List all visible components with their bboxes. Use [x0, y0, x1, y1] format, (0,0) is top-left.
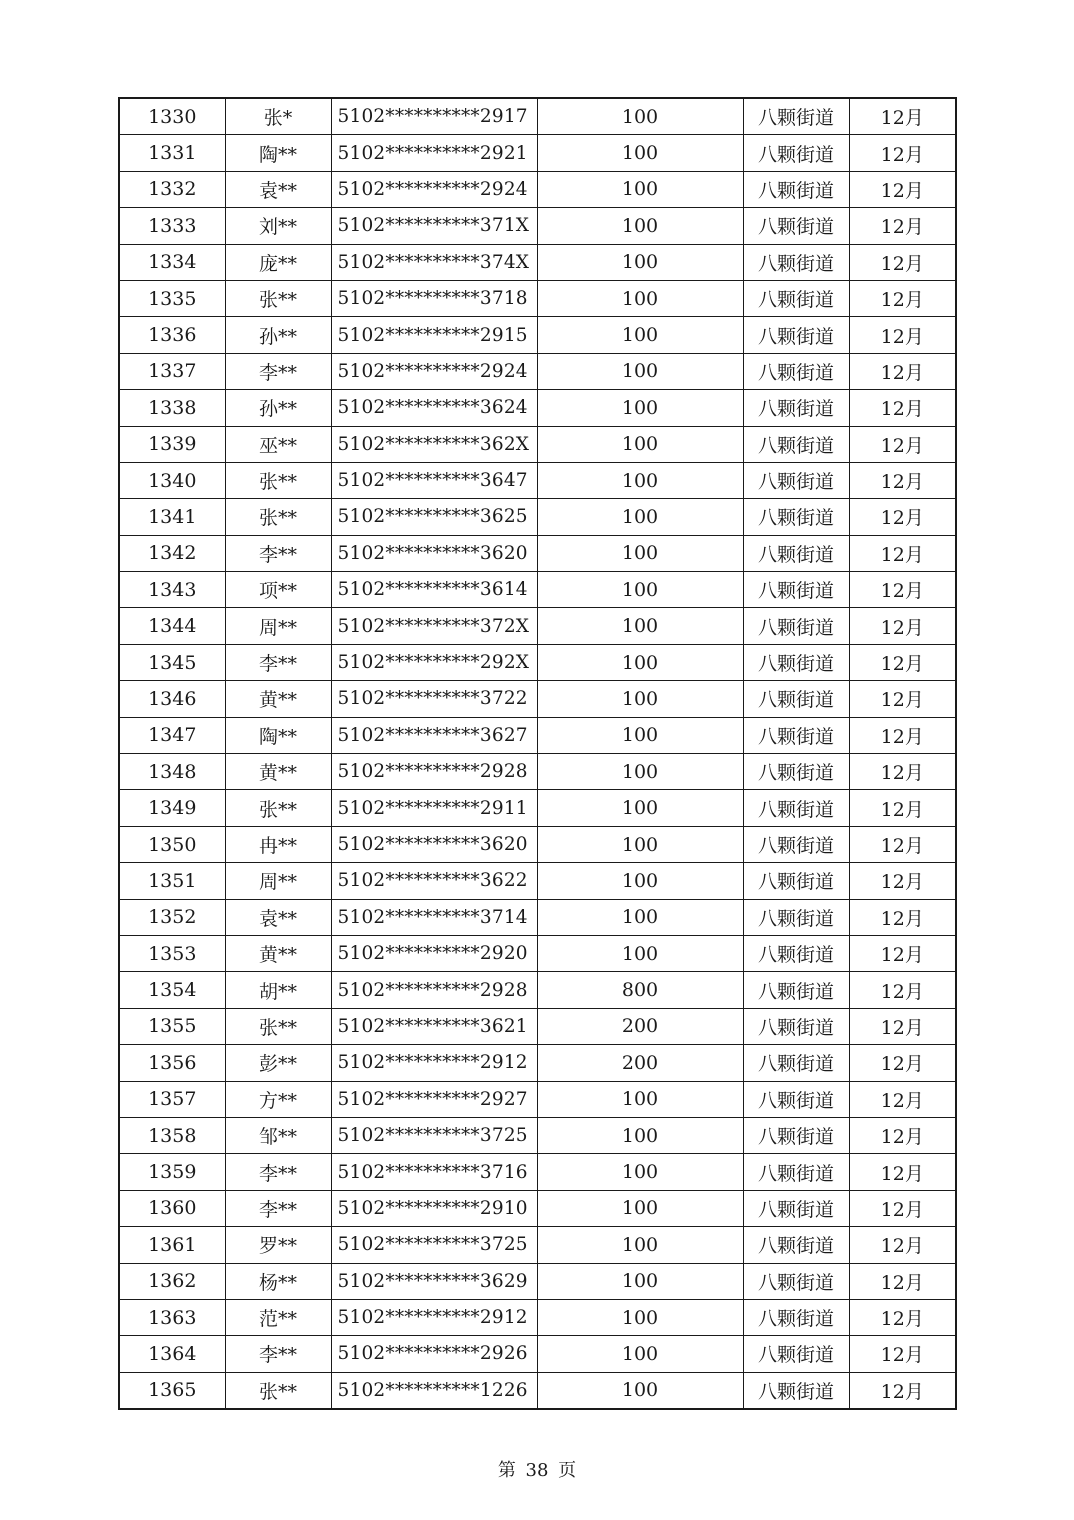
name-cell: 庞** [225, 244, 331, 280]
month-cell: 12月 [849, 135, 956, 171]
row-number-cell: 1338 [119, 390, 225, 426]
amount-cell: 100 [537, 681, 743, 717]
id-number-cell: 5102**********3625 [331, 499, 537, 535]
month-cell: 12月 [849, 535, 956, 571]
month-cell: 12月 [849, 972, 956, 1008]
row-number-cell: 1330 [119, 98, 225, 135]
month-cell: 12月 [849, 353, 956, 389]
month-cell: 12月 [849, 1299, 956, 1335]
id-number-cell: 5102**********3627 [331, 717, 537, 753]
name-cell: 张* [225, 98, 331, 135]
row-number-cell: 1336 [119, 317, 225, 353]
table-row [119, 1117, 956, 1153]
id-number-cell: 5102**********292X [331, 644, 537, 680]
district-cell: 八颗街道 [743, 499, 849, 535]
table-row [119, 826, 956, 862]
table-row [119, 863, 956, 899]
month-cell: 12月 [849, 462, 956, 498]
amount-cell: 100 [537, 353, 743, 389]
table-row [119, 681, 956, 717]
table-row [119, 499, 956, 535]
id-number-cell: 5102**********2911 [331, 790, 537, 826]
month-cell: 12月 [849, 317, 956, 353]
amount-cell: 100 [537, 171, 743, 207]
row-number-cell: 1348 [119, 754, 225, 790]
month-cell: 12月 [849, 899, 956, 935]
amount-cell: 100 [537, 899, 743, 935]
district-cell: 八颗街道 [743, 135, 849, 171]
amount-cell: 100 [537, 1227, 743, 1263]
id-number-cell: 5102**********371X [331, 208, 537, 244]
amount-cell: 100 [537, 462, 743, 498]
month-cell: 12月 [849, 1372, 956, 1409]
amount-cell: 100 [537, 317, 743, 353]
row-number-cell: 1339 [119, 426, 225, 462]
name-cell: 方** [225, 1081, 331, 1117]
id-number-cell: 5102**********3621 [331, 1008, 537, 1044]
name-cell: 杨** [225, 1263, 331, 1299]
month-cell: 12月 [849, 426, 956, 462]
amount-cell: 100 [537, 535, 743, 571]
id-number-cell: 5102**********2924 [331, 353, 537, 389]
row-number-cell: 1356 [119, 1045, 225, 1081]
amount-cell: 100 [537, 426, 743, 462]
district-cell: 八颗街道 [743, 208, 849, 244]
amount-cell: 100 [537, 754, 743, 790]
row-number-cell: 1334 [119, 244, 225, 280]
month-cell: 12月 [849, 826, 956, 862]
row-number-cell: 1352 [119, 899, 225, 935]
name-cell: 彭** [225, 1045, 331, 1081]
name-cell: 刘** [225, 208, 331, 244]
name-cell: 李** [225, 353, 331, 389]
row-number-cell: 1350 [119, 826, 225, 862]
district-cell: 八颗街道 [743, 1372, 849, 1409]
table-row [119, 98, 956, 135]
district-cell: 八颗街道 [743, 972, 849, 1008]
name-cell: 孙** [225, 317, 331, 353]
id-number-cell: 5102**********2915 [331, 317, 537, 353]
month-cell: 12月 [849, 1154, 956, 1190]
row-number-cell: 1365 [119, 1372, 225, 1409]
district-cell: 八颗街道 [743, 935, 849, 971]
month-cell: 12月 [849, 1008, 956, 1044]
district-cell: 八颗街道 [743, 1008, 849, 1044]
id-number-cell: 5102**********3620 [331, 826, 537, 862]
name-cell: 黄** [225, 935, 331, 971]
table-row [119, 280, 956, 316]
row-number-cell: 1353 [119, 935, 225, 971]
month-cell: 12月 [849, 572, 956, 608]
id-number-cell: 5102**********3622 [331, 863, 537, 899]
name-cell: 黄** [225, 681, 331, 717]
district-cell: 八颗街道 [743, 1045, 849, 1081]
id-number-cell: 5102**********3722 [331, 681, 537, 717]
district-cell: 八颗街道 [743, 98, 849, 135]
month-cell: 12月 [849, 1190, 956, 1226]
table-row [119, 244, 956, 280]
district-cell: 八颗街道 [743, 644, 849, 680]
table-row [119, 1227, 956, 1263]
name-cell: 张** [225, 1372, 331, 1409]
district-cell: 八颗街道 [743, 717, 849, 753]
name-cell: 巫** [225, 426, 331, 462]
name-cell: 项** [225, 572, 331, 608]
row-number-cell: 1354 [119, 972, 225, 1008]
month-cell: 12月 [849, 1336, 956, 1372]
name-cell: 周** [225, 863, 331, 899]
name-cell: 张** [225, 462, 331, 498]
amount-cell: 100 [537, 1081, 743, 1117]
name-cell: 袁** [225, 171, 331, 207]
amount-cell: 100 [537, 1154, 743, 1190]
amount-cell: 100 [537, 608, 743, 644]
id-number-cell: 5102**********2928 [331, 754, 537, 790]
name-cell: 李** [225, 644, 331, 680]
month-cell: 12月 [849, 935, 956, 971]
name-cell: 周** [225, 608, 331, 644]
row-number-cell: 1331 [119, 135, 225, 171]
table-row [119, 317, 956, 353]
district-cell: 八颗街道 [743, 754, 849, 790]
district-cell: 八颗街道 [743, 681, 849, 717]
month-cell: 12月 [849, 244, 956, 280]
subsidy-roster-table [118, 97, 957, 1410]
district-cell: 八颗街道 [743, 244, 849, 280]
roster-body [119, 98, 956, 1409]
row-number-cell: 1359 [119, 1154, 225, 1190]
amount-cell: 100 [537, 98, 743, 135]
row-number-cell: 1361 [119, 1227, 225, 1263]
district-cell: 八颗街道 [743, 1299, 849, 1335]
amount-cell: 100 [537, 644, 743, 680]
name-cell: 范** [225, 1299, 331, 1335]
table-row [119, 899, 956, 935]
id-number-cell: 5102**********1226 [331, 1372, 537, 1409]
amount-cell: 100 [537, 1299, 743, 1335]
month-cell: 12月 [849, 1081, 956, 1117]
table-row [119, 426, 956, 462]
id-number-cell: 5102**********3620 [331, 535, 537, 571]
table-row [119, 644, 956, 680]
row-number-cell: 1344 [119, 608, 225, 644]
district-cell: 八颗街道 [743, 390, 849, 426]
table-row [119, 1336, 956, 1372]
name-cell: 邹** [225, 1117, 331, 1153]
amount-cell: 200 [537, 1045, 743, 1081]
name-cell: 李** [225, 1154, 331, 1190]
amount-cell: 800 [537, 972, 743, 1008]
amount-cell: 100 [537, 280, 743, 316]
district-cell: 八颗街道 [743, 899, 849, 935]
table-row [119, 790, 956, 826]
name-cell: 陶** [225, 135, 331, 171]
id-number-cell: 5102**********2921 [331, 135, 537, 171]
id-number-cell: 5102**********2926 [331, 1336, 537, 1372]
row-number-cell: 1357 [119, 1081, 225, 1117]
district-cell: 八颗街道 [743, 608, 849, 644]
month-cell: 12月 [849, 1227, 956, 1263]
table-row [119, 1299, 956, 1335]
district-cell: 八颗街道 [743, 1190, 849, 1226]
id-number-cell: 5102**********2924 [331, 171, 537, 207]
row-number-cell: 1340 [119, 462, 225, 498]
name-cell: 胡** [225, 972, 331, 1008]
month-cell: 12月 [849, 681, 956, 717]
month-cell: 12月 [849, 790, 956, 826]
table-row [119, 1372, 956, 1409]
row-number-cell: 1332 [119, 171, 225, 207]
table-row [119, 208, 956, 244]
month-cell: 12月 [849, 208, 956, 244]
month-cell: 12月 [849, 390, 956, 426]
table-row [119, 1008, 956, 1044]
district-cell: 八颗街道 [743, 1081, 849, 1117]
district-cell: 八颗街道 [743, 280, 849, 316]
month-cell: 12月 [849, 644, 956, 680]
id-number-cell: 5102**********2928 [331, 972, 537, 1008]
id-number-cell: 5102**********3725 [331, 1117, 537, 1153]
name-cell: 孙** [225, 390, 331, 426]
district-cell: 八颗街道 [743, 826, 849, 862]
table-row [119, 1154, 956, 1190]
name-cell: 张** [225, 1008, 331, 1044]
district-cell: 八颗街道 [743, 572, 849, 608]
row-number-cell: 1333 [119, 208, 225, 244]
id-number-cell: 5102**********2920 [331, 935, 537, 971]
name-cell: 李** [225, 535, 331, 571]
amount-cell: 100 [537, 717, 743, 753]
table-row [119, 390, 956, 426]
row-number-cell: 1362 [119, 1263, 225, 1299]
month-cell: 12月 [849, 608, 956, 644]
row-number-cell: 1337 [119, 353, 225, 389]
month-cell: 12月 [849, 1263, 956, 1299]
id-number-cell: 5102**********3629 [331, 1263, 537, 1299]
row-number-cell: 1347 [119, 717, 225, 753]
amount-cell: 100 [537, 572, 743, 608]
table-row [119, 171, 956, 207]
district-cell: 八颗街道 [743, 1336, 849, 1372]
amount-cell: 100 [537, 826, 743, 862]
amount-cell: 100 [537, 1263, 743, 1299]
table-row [119, 1190, 956, 1226]
name-cell: 黄** [225, 754, 331, 790]
district-cell: 八颗街道 [743, 317, 849, 353]
amount-cell: 100 [537, 244, 743, 280]
row-number-cell: 1363 [119, 1299, 225, 1335]
amount-cell: 100 [537, 390, 743, 426]
row-number-cell: 1346 [119, 681, 225, 717]
row-number-cell: 1343 [119, 572, 225, 608]
table-row [119, 353, 956, 389]
id-number-cell: 5102**********3725 [331, 1227, 537, 1263]
id-number-cell: 5102**********3716 [331, 1154, 537, 1190]
table-row [119, 462, 956, 498]
table-row [119, 754, 956, 790]
id-number-cell: 5102**********3647 [331, 462, 537, 498]
name-cell: 张** [225, 280, 331, 316]
row-number-cell: 1358 [119, 1117, 225, 1153]
row-number-cell: 1335 [119, 280, 225, 316]
amount-cell: 100 [537, 1372, 743, 1409]
amount-cell: 100 [537, 135, 743, 171]
table-row [119, 972, 956, 1008]
id-number-cell: 5102**********2927 [331, 1081, 537, 1117]
name-cell: 张** [225, 499, 331, 535]
amount-cell: 100 [537, 1117, 743, 1153]
name-cell: 罗** [225, 1227, 331, 1263]
district-cell: 八颗街道 [743, 353, 849, 389]
id-number-cell: 5102**********3714 [331, 899, 537, 935]
amount-cell: 100 [537, 863, 743, 899]
amount-cell: 200 [537, 1008, 743, 1044]
district-cell: 八颗街道 [743, 1263, 849, 1299]
month-cell: 12月 [849, 1117, 956, 1153]
name-cell: 李** [225, 1190, 331, 1226]
month-cell: 12月 [849, 280, 956, 316]
row-number-cell: 1349 [119, 790, 225, 826]
table-row [119, 135, 956, 171]
district-cell: 八颗街道 [743, 535, 849, 571]
id-number-cell: 5102**********2910 [331, 1190, 537, 1226]
district-cell: 八颗街道 [743, 171, 849, 207]
id-number-cell: 5102**********3614 [331, 572, 537, 608]
district-cell: 八颗街道 [743, 1154, 849, 1190]
district-cell: 八颗街道 [743, 863, 849, 899]
name-cell: 袁** [225, 899, 331, 935]
month-cell: 12月 [849, 754, 956, 790]
district-cell: 八颗街道 [743, 790, 849, 826]
month-cell: 12月 [849, 717, 956, 753]
row-number-cell: 1355 [119, 1008, 225, 1044]
table-row [119, 935, 956, 971]
month-cell: 12月 [849, 1045, 956, 1081]
amount-cell: 100 [537, 208, 743, 244]
district-cell: 八颗街道 [743, 1117, 849, 1153]
id-number-cell: 5102**********372X [331, 608, 537, 644]
amount-cell: 100 [537, 1190, 743, 1226]
id-number-cell: 5102**********2912 [331, 1299, 537, 1335]
row-number-cell: 1342 [119, 535, 225, 571]
row-number-cell: 1345 [119, 644, 225, 680]
table-row [119, 572, 956, 608]
id-number-cell: 5102**********3718 [331, 280, 537, 316]
month-cell: 12月 [849, 863, 956, 899]
table-row [119, 1263, 956, 1299]
table-row [119, 535, 956, 571]
month-cell: 12月 [849, 171, 956, 207]
table-row [119, 608, 956, 644]
month-cell: 12月 [849, 499, 956, 535]
district-cell: 八颗街道 [743, 462, 849, 498]
id-number-cell: 5102**********2912 [331, 1045, 537, 1081]
amount-cell: 100 [537, 499, 743, 535]
name-cell: 张** [225, 790, 331, 826]
row-number-cell: 1351 [119, 863, 225, 899]
id-number-cell: 5102**********362X [331, 426, 537, 462]
name-cell: 冉** [225, 826, 331, 862]
id-number-cell: 5102**********3624 [331, 390, 537, 426]
id-number-cell: 5102**********2917 [331, 98, 537, 135]
amount-cell: 100 [537, 1336, 743, 1372]
id-number-cell: 5102**********374X [331, 244, 537, 280]
table-row [119, 1081, 956, 1117]
amount-cell: 100 [537, 790, 743, 826]
page-number: 第 38 页 [497, 1460, 577, 1481]
row-number-cell: 1364 [119, 1336, 225, 1372]
row-number-cell: 1360 [119, 1190, 225, 1226]
amount-cell: 100 [537, 935, 743, 971]
name-cell: 陶** [225, 717, 331, 753]
table-row [119, 1045, 956, 1081]
table-row [119, 717, 956, 753]
name-cell: 李** [225, 1336, 331, 1372]
district-cell: 八颗街道 [743, 426, 849, 462]
row-number-cell: 1341 [119, 499, 225, 535]
month-cell: 12月 [849, 98, 956, 135]
district-cell: 八颗街道 [743, 1227, 849, 1263]
